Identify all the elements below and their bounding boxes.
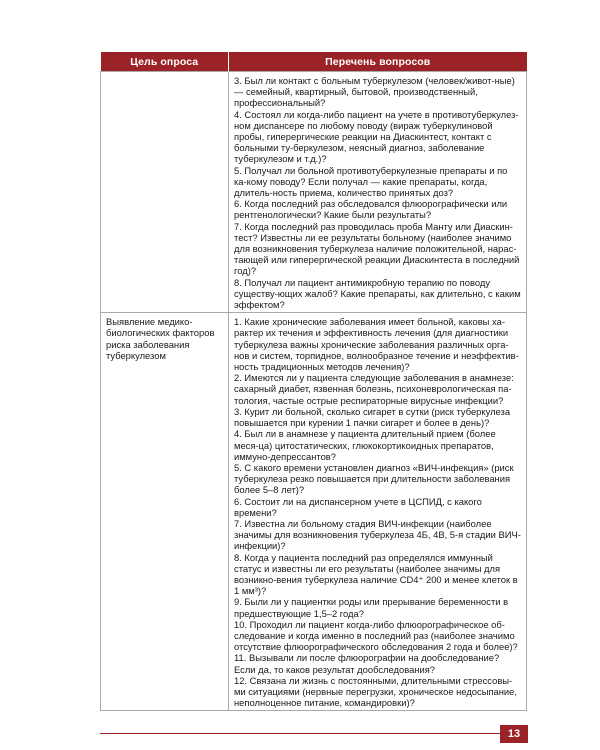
question-item: 8. Когда у пациента последний раз определялся иммунный статус и известны ли его результаты (наиболее значимы для возникно-вения туберкулеза наличие CD4⁺ 200 и менее клеток в 1 мм³)? [234, 551, 518, 597]
page-number: 13 [500, 725, 528, 743]
question-list-cell [229, 72, 527, 313]
question-item: 8. Получал ли пациент антимикробную терапию по поводу существу-ющих жалоб? Какие препараты, как длительно, с каким эффектом? [234, 276, 521, 311]
question-item: 3. Был ли контакт с больным туберкулезом (человек/живот-ные) — семейный, квартирный, бытовой, производственный, профессиональный? [234, 75, 515, 109]
table-row [101, 72, 527, 313]
questionnaire-table [100, 52, 527, 711]
footer-rule [100, 733, 500, 734]
question-item: 6. Когда последний раз обследовался флюорографически или рентгенологически? Какие были результаты? [234, 198, 508, 221]
question-item: 10. Проходил ли пациент когда-либо флюорографическое об-следование и когда именно в последний раз (наиболее значимо отсутствие флюорографического обследования 2 года и более)? [234, 618, 518, 653]
question-item: 1. Какие хронические заболевания имеет больной, каковы ха-рактер их течения и эффективность лечения (для диагностики туберкулеза важны хронические заболевания различных орга-нов и систем, торпидное, волнообразное течение и неэффектив-ность традиционных методов лечения)? [234, 316, 519, 373]
question-item: 4. Был ли в анамнезе у пациента длительный прием (более меся-ца) цитостатических, глюкокортикоидных препаратов, иммуно-депрессантов? [234, 428, 496, 462]
question-item: 9. Были ли у пациентки роды или прерывание беременности в предшествующие 1,5–2 года? [234, 596, 509, 619]
question-item: 11. Вызывали ли после флюорографии на дообследование? Если да, то каков результат дообследования? [234, 652, 500, 675]
survey-goal-cell [101, 313, 229, 711]
question-item: 4. Состоял ли когда-либо пациент на учете в противотуберкулез-ном диспансере по любому поводу (вираж туберкулиновой пробы, гиперергические реакции на Диаскинтест, контакт с больными ту-беркулезом, неясный диагноз, заболевание туберкулезом и т.д.)? [234, 108, 519, 165]
header-question-list: Перечень вопросов [229, 52, 527, 72]
question-item: 7. Когда последний раз проводилась проба Манту или Диаскин-тест? Известны ли ее результаты больному (наиболее значимо для возникновения туберкулеза наличие положительной, нарас-тающей или гиперергической реакции Диаскинтеста в последний год)? [234, 220, 520, 277]
survey-goal-text: Выявление медико-биологических факторов риска заболевания туберкулезом [106, 316, 215, 361]
question-item: 5. С какого времени установлен диагноз «ВИЧ-инфекция» (риск туберкулеза резко повышается при длительности заболевания более 5–8 лет)? [234, 461, 514, 496]
table-header-row [101, 52, 527, 72]
question-item: 2. Имеются ли у пациента следующие заболевания в анамнезе: сахарный диабет, язвенная болезнь, психоневрологическая па-тология, частые острые респираторные вирусные инфекции? [234, 372, 514, 406]
question-item: 3. Курит ли больной, сколько сигарет в сутки (риск туберкулеза повышается при курении 1 пачки сигарет и более в день)? [234, 405, 511, 429]
header-survey-goal: Цель опроса [101, 52, 229, 72]
question-item: 7. Известна ли больному стадия ВИЧ-инфекции (наиболее значимы для возникновения туберкулеза 4Б, 4В, 5-я стадии ВИЧ-инфекции)? [234, 517, 521, 552]
question-list-cell [229, 313, 527, 711]
question-item: 6. Состоит ли на диспансерном учете в ЦСПИД, с какого времени? [234, 495, 482, 518]
table-row [101, 313, 527, 711]
question-item: 12. Связана ли жизнь с постоянными, длительными стрессовы-ми ситуациями (нервные перегрузки, хроническое недосыпание, неполноценное питание, командировки)? [234, 674, 517, 709]
survey-goal-cell [101, 72, 229, 313]
question-item: 5. Получал ли больной противотуберкулезные препараты и по ка-кому поводу? Если получал — какие препараты, когда, длитель-ность приема, количество принятых доз? [234, 164, 508, 199]
